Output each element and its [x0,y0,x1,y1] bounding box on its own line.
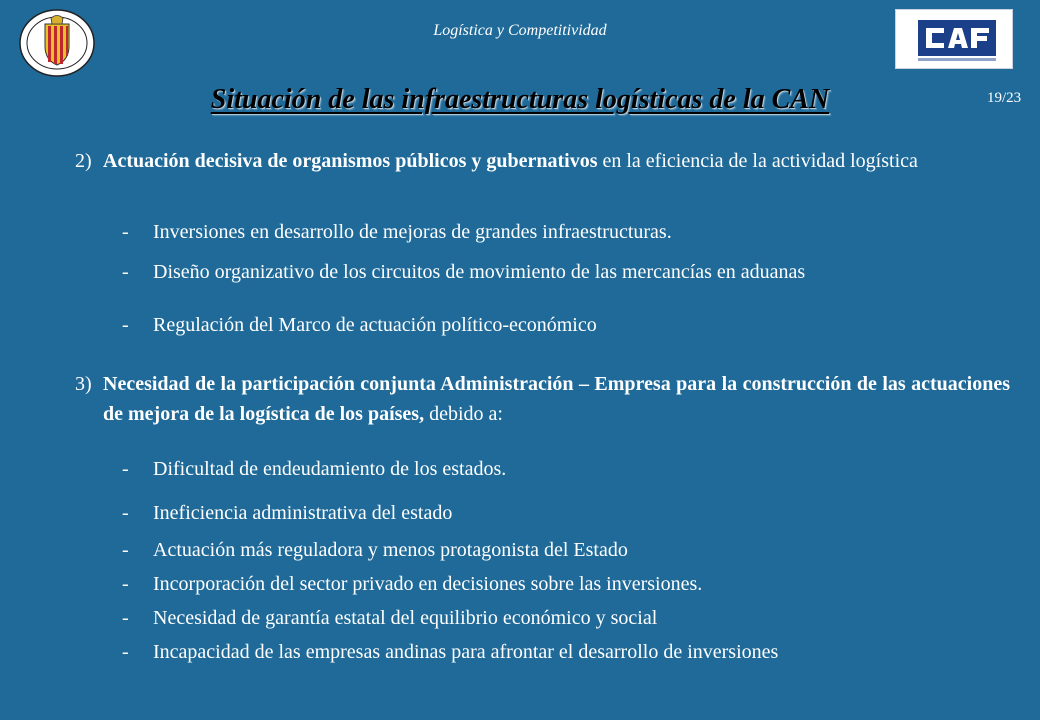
bullet-dash: - [122,502,129,524]
list-item [122,312,1010,338]
bullet-dash: - [122,458,129,480]
slide-title: Situación de las infraestructuras logísticas de la CAN [210,84,830,115]
bullet-text: Actuación más reguladora y menos protagonista del Estado [153,539,628,561]
bullet-dash: - [122,607,129,629]
page-number: 19/23 [987,90,1022,106]
bullet-dash: - [122,314,129,336]
bullet-text: Ineficiencia administrativa del estado [153,502,453,524]
list-item [122,500,1010,526]
bullet-text: Incapacidad de las empresas andinas para afrontar el desarrollo de inversiones [153,641,779,663]
section-3-paragraph [75,369,1010,429]
bullet-dash: - [122,539,129,561]
section-3-number: 3) [75,373,92,395]
header-subtitle: Logística y Competitividad [433,22,607,39]
bullet-text: Inversiones en desarrollo de mejoras de grandes infraestructuras. [153,221,672,243]
bullet-text: Regulación del Marco de actuación político-económico [153,314,597,336]
list-item [122,456,1010,482]
bullet-text: Necesidad de garantía estatal del equilibrio económico y social [153,607,658,629]
list-item [122,219,1010,245]
bullet-dash: - [122,641,129,663]
caf-logo [895,9,1013,69]
section-2-paragraph [75,148,1010,174]
list-item [122,259,1010,285]
list-item [122,605,1010,631]
list-item [122,571,1010,597]
section-3-bold-text: Necesidad de la participación conjunta Administración – Empresa para la construcción de las actuaciones de mejora de la logística de los países, [103,373,1010,425]
section-3-rest-text: debido a: [424,403,503,425]
section-2-bold-text: Actuación decisiva de organismos públicos y gubernativos [103,150,598,172]
bullet-dash: - [122,261,129,283]
list-item [122,537,1010,563]
bullet-dash: - [122,573,129,595]
bullet-text: Diseño organizativo de los circuitos de movimiento de las mercancías en aduanas [153,261,806,283]
list-item [122,639,1010,665]
university-seal-logo [18,8,96,78]
bullet-dash: - [122,221,129,243]
section-2-number: 2) [75,150,92,172]
bullet-text: Dificultad de endeudamiento de los estados. [153,458,507,480]
bullet-text: Incorporación del sector privado en decisiones sobre las inversiones. [153,573,703,595]
section-2-rest-text: en la eficiencia de la actividad logística [597,150,918,172]
